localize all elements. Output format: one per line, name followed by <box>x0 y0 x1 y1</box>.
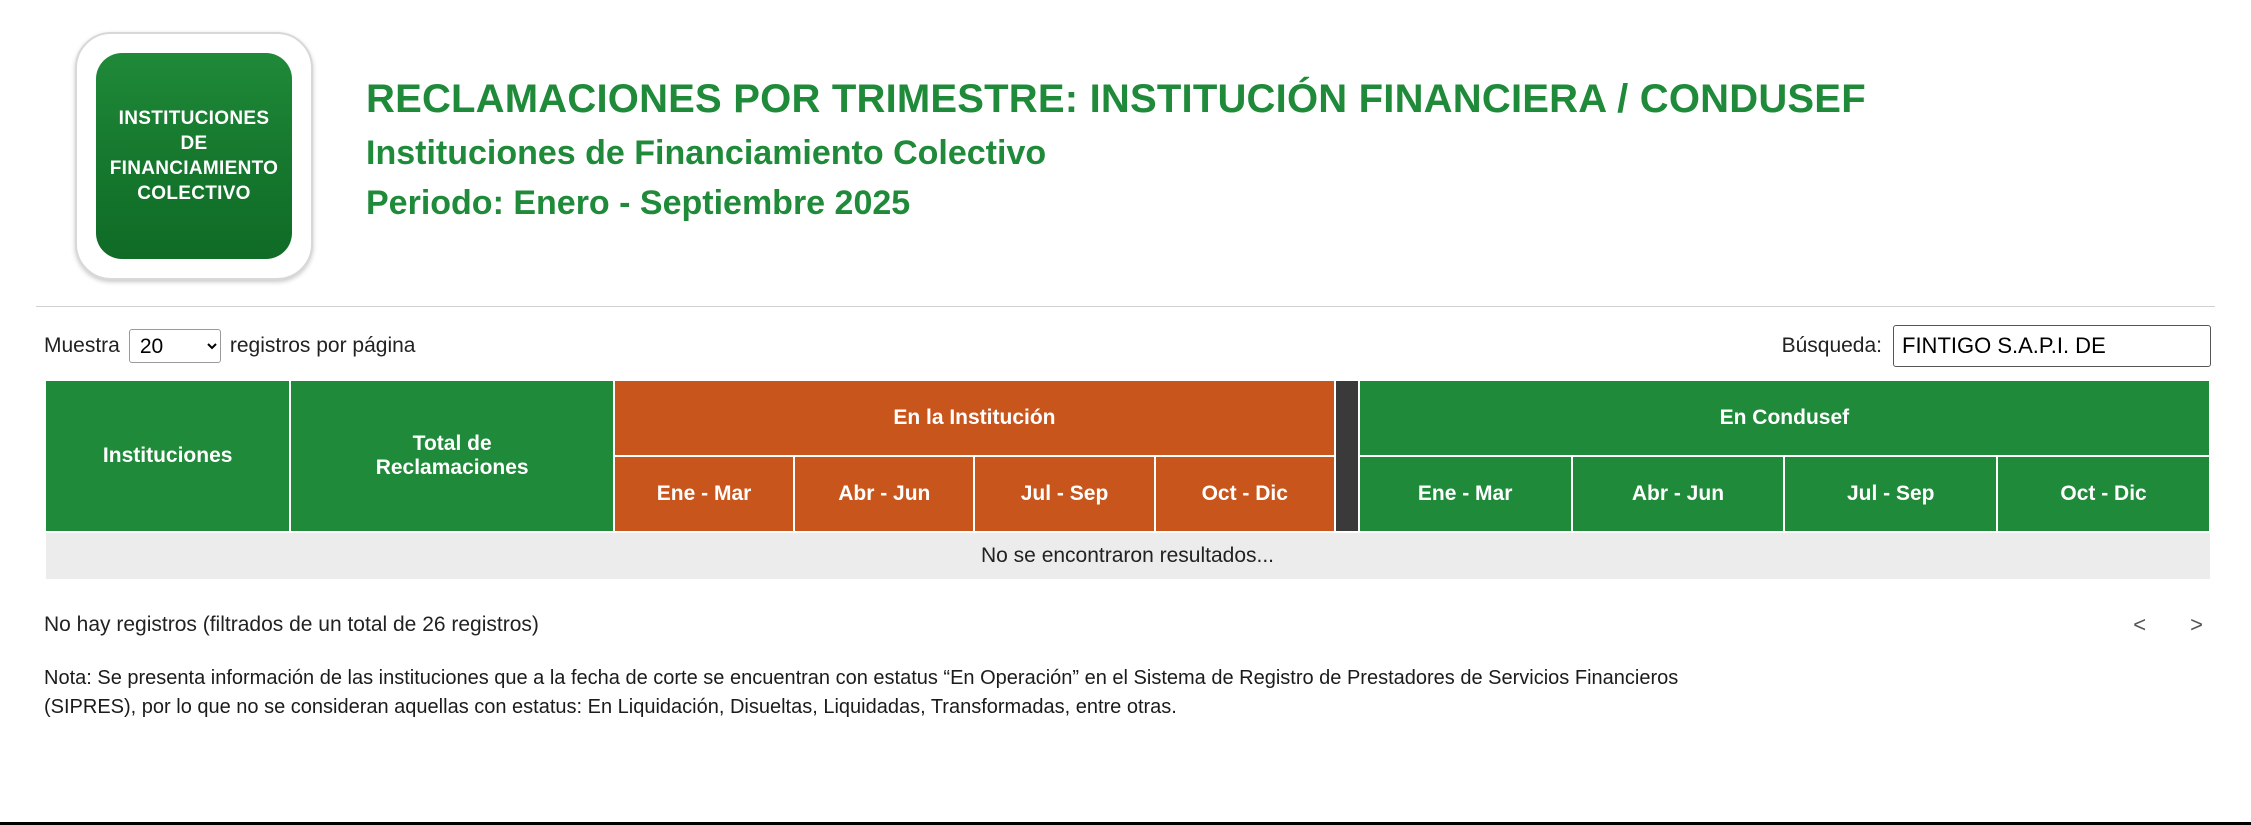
footnote-line-1: Nota: Se presenta información de las instituciones que a la fecha de corte se encuentran con estatus “En Operación” en el Sistema de Registro de Prestadores de Servicios Financieros <box>44 667 1679 689</box>
footer-cell-condusef-jul-sep <box>1784 580 1997 597</box>
table-controls <box>0 307 2251 367</box>
column-header-institutions[interactable]: Instituciones <box>45 380 290 532</box>
search-control <box>1782 325 2211 367</box>
column-header-total-line2: Reclamaciones <box>375 456 529 479</box>
logo-line-4: COLECTIVO <box>137 183 251 205</box>
page-period: Periodo: Enero - Septiembre 2025 <box>366 184 911 223</box>
table-body <box>45 532 2210 580</box>
pagination <box>2133 612 2203 638</box>
column-header-inst-ene-mar[interactable]: Ene - Mar <box>614 456 794 532</box>
table-footer <box>45 580 2210 597</box>
table-info: No hay registros (filtrados de un total de 26 registros) <box>44 613 539 636</box>
pagination-next[interactable]: > <box>2190 612 2203 637</box>
table-footer-row <box>45 580 2210 597</box>
page-header <box>0 0 2251 280</box>
pagination-prev[interactable]: < <box>2133 612 2147 637</box>
footer-cell-condusef-ene-mar <box>1359 580 1572 597</box>
search-label: Búsqueda: <box>1781 334 1882 357</box>
column-header-total-line1: Total de <box>412 432 492 455</box>
column-header-inst-oct-dic[interactable]: Oct - Dic <box>1155 456 1335 532</box>
footer-cell-total <box>290 580 614 597</box>
column-header-inst-jul-sep[interactable]: Jul - Sep <box>974 456 1154 532</box>
page-length-prefix: Muestra <box>44 334 120 357</box>
footer-cell-condusef-abr-jun <box>1572 580 1785 597</box>
footnote-line-2: (SIPRES), por lo que no se consideran aquellas con estatus: En Liquidación, Disueltas, Liquidadas, Transformadas, entre otras. <box>44 696 1177 718</box>
footer-cell-condusef-oct-dic <box>1997 580 2210 597</box>
title-block <box>328 24 1866 226</box>
footer-cell-inst-abr-jun <box>794 580 974 597</box>
column-header-total[interactable] <box>290 380 614 532</box>
column-header-condusef-jul-sep[interactable]: Jul - Sep <box>1784 456 1997 532</box>
page-length-suffix: registros por página <box>229 334 416 357</box>
footer-cell-inst-oct-dic <box>1155 580 1335 597</box>
table-info-row <box>0 596 2251 638</box>
column-header-condusef-ene-mar[interactable]: Ene - Mar <box>1359 456 1572 532</box>
footer-cell-separator <box>1335 580 1359 597</box>
footer-cell-inst-jul-sep <box>974 580 1154 597</box>
page-length-control <box>44 329 415 363</box>
logo-container <box>60 24 328 280</box>
empty-message: No se encontraron resultados... <box>45 532 2210 580</box>
group-header-en-la-institucion: En la Institución <box>614 380 1335 456</box>
footnote <box>0 638 2251 722</box>
column-header-inst-abr-jun[interactable]: Abr - Jun <box>794 456 974 532</box>
logo-line-1: INSTITUCIONES <box>118 107 270 129</box>
logo-line-3: FINANCIAMIENTO <box>109 158 279 179</box>
report-table-container <box>0 367 2251 596</box>
report-table <box>44 379 2211 596</box>
page-title: RECLAMACIONES POR TRIMESTRE: INSTITUCIÓN FINANCIERA / CONDUSEF <box>366 77 1866 121</box>
footer-cell-inst-ene-mar <box>614 580 794 597</box>
logo-badge <box>75 32 313 280</box>
logo-icon <box>96 53 292 259</box>
group-header-en-condusef: En Condusef <box>1359 380 2210 456</box>
footer-cell-institutions <box>45 580 290 597</box>
search-input[interactable] <box>1893 325 2211 367</box>
page-length-select[interactable] <box>129 329 221 363</box>
column-header-condusef-abr-jun[interactable]: Abr - Jun <box>1572 456 1785 532</box>
logo-line-2: DE <box>180 132 208 154</box>
table-header-groups <box>45 380 2210 456</box>
column-header-condusef-oct-dic[interactable]: Oct - Dic <box>1997 456 2210 532</box>
page-subtitle: Instituciones de Financiamiento Colectivo <box>366 134 1047 173</box>
column-separator <box>1335 380 1359 532</box>
table-empty-row <box>45 532 2210 580</box>
